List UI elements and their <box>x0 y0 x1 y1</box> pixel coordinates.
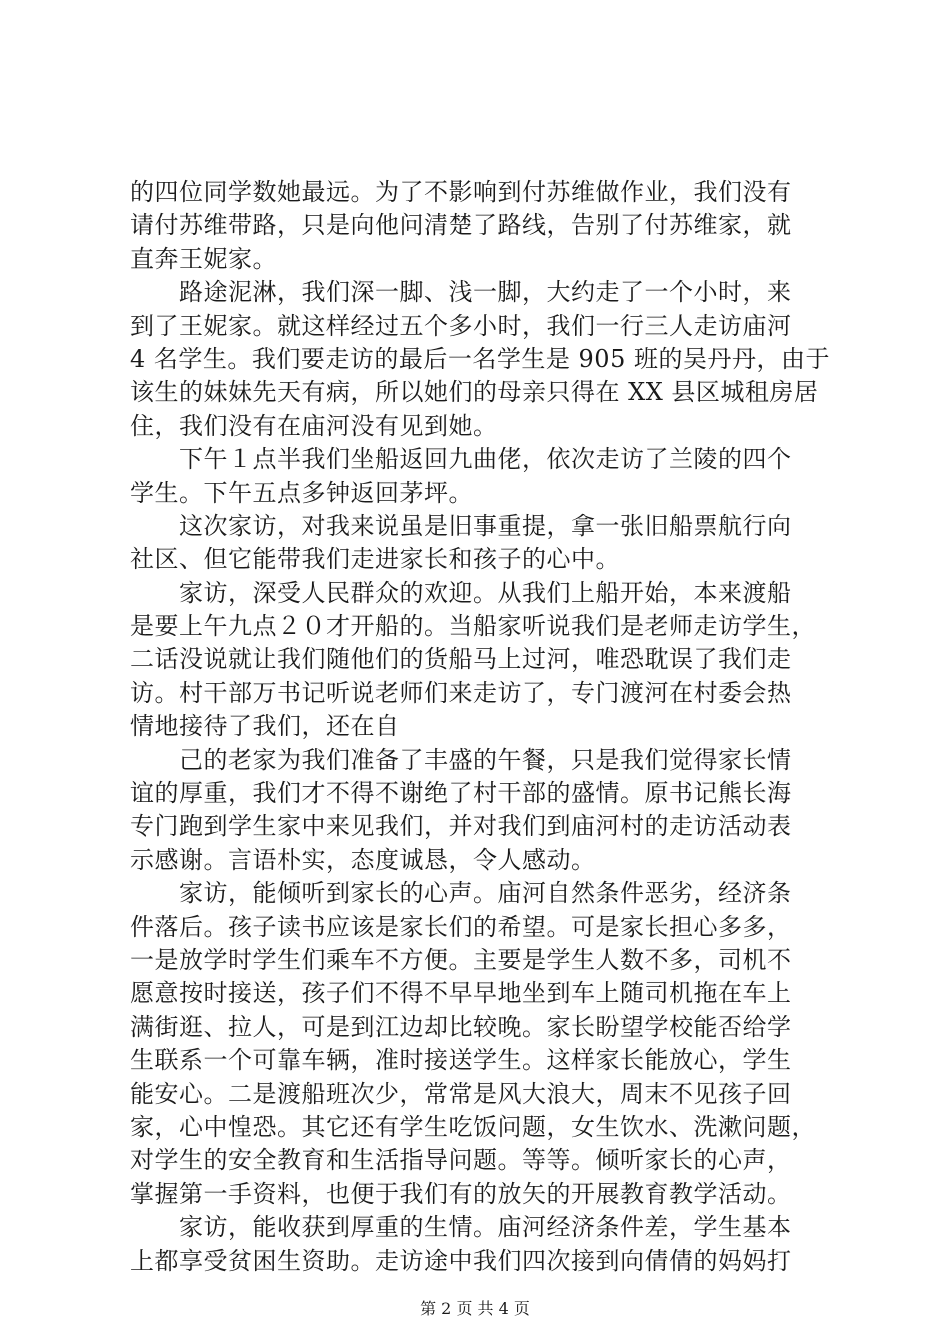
text-line: 家访，能倾听到家长的心声。庙河自然条件恶劣，经济条 <box>130 879 792 908</box>
text-line: 专门跑到学生家中来见我们，并对我们到庙河村的走访活动表 <box>130 812 792 841</box>
text-line: 是要上午九点２０才开船的。当船家听说我们是老师走访学生， <box>130 612 816 641</box>
text-line: 到了王妮家。就这样经过五个多小时，我们一行三人走访庙河 <box>130 311 792 340</box>
text-line: 社区、但它能带我们走进家长和孩子的心中。 <box>130 545 620 574</box>
text-line: 生联系一个可靠车辆，准时接送学生。这样家长能放心，学生 <box>130 1046 792 1075</box>
text-line: 的四位同学数她最远。为了不影响到付苏维做作业，我们没有 <box>130 178 792 206</box>
text-line: 下午１点半我们坐船返回九曲佬，依次走访了兰陵的四个 <box>130 445 792 474</box>
text-line: 愿意按时接送，孩子们不得不早早地坐到车上随司机拖在车上 <box>130 979 792 1008</box>
text-line: 上都享受贫困生资助。走访途中我们四次接到向倩倩的妈妈打 <box>130 1246 792 1275</box>
text-line: 满街逛、拉人，可是到江边却比较晚。家长盼望学校能否给学 <box>130 1012 792 1041</box>
text-line: 4 名学生。我们要走访的最后一名学生是 905 班的吴丹丹，由于 <box>130 344 830 373</box>
text-line: 家访，深受人民群众的欢迎。从我们上船开始，本来渡船 <box>130 578 792 607</box>
text-line: 情地接待了我们，还在自 <box>130 712 400 741</box>
text-line: 己的老家为我们准备了丰盛的午餐，只是我们觉得家长情 <box>130 745 792 774</box>
text-line: 请付苏维带路，只是向他问清楚了路线，告别了付苏维家，就 <box>130 211 792 240</box>
text-line: 家访，能收获到厚重的生情。庙河经济条件差，学生基本 <box>130 1213 792 1242</box>
text-line: 学生。下午五点多钟返回茅坪。 <box>130 478 473 507</box>
text-line: 访。村干部万书记听说老师们来走访了，专门渡河在村委会热 <box>130 678 792 707</box>
text-line: 二话没说就让我们随他们的货船马上过河，唯恐耽误了我们走 <box>130 645 792 674</box>
text-line: 该生的妹妹先天有病，所以她们的母亲只得在 XX 县区城租房居 <box>130 378 819 407</box>
text-line: 谊的厚重，我们才不得不谢绝了村干部的盛情。原书记熊长海 <box>130 779 792 808</box>
text-line: 路途泥淋，我们深一脚、浅一脚，大约走了一个小时，来 <box>130 278 792 307</box>
text-line: 件落后。孩子读书应该是家长们的希望。可是家长担心多多， <box>130 912 792 941</box>
text-line: 能安心。二是渡船班次少，常常是风大浪大，周末不见孩子回 <box>130 1079 792 1108</box>
text-line: 一是放学时学生们乘车不方便。主要是学生人数不多，司机不 <box>130 945 792 974</box>
text-line: 家，心中惶恐。其它还有学生吃饭问题，女生饮水、洗漱问题， <box>130 1112 816 1141</box>
text-line: 直奔王妮家。 <box>130 244 277 273</box>
text-line: 这次家访，对我来说虽是旧事重提，拿一张旧船票航行向 <box>130 511 792 540</box>
text-line: 掌握第一手资料，也便于我们有的放矢的开展教育教学活动。 <box>130 1179 792 1208</box>
text-line: 示感谢。言语朴实，态度诚恳，令人感动。 <box>130 845 596 874</box>
text-line: 住，我们没有在庙河没有见到她。 <box>130 411 498 440</box>
page-number-footer: 第 2 页 共 4 页 <box>420 1299 530 1318</box>
body-text <box>130 176 830 1278</box>
text-line: 对学生的安全教育和生活指导问题。等等。倾听家长的心声， <box>130 1146 792 1175</box>
